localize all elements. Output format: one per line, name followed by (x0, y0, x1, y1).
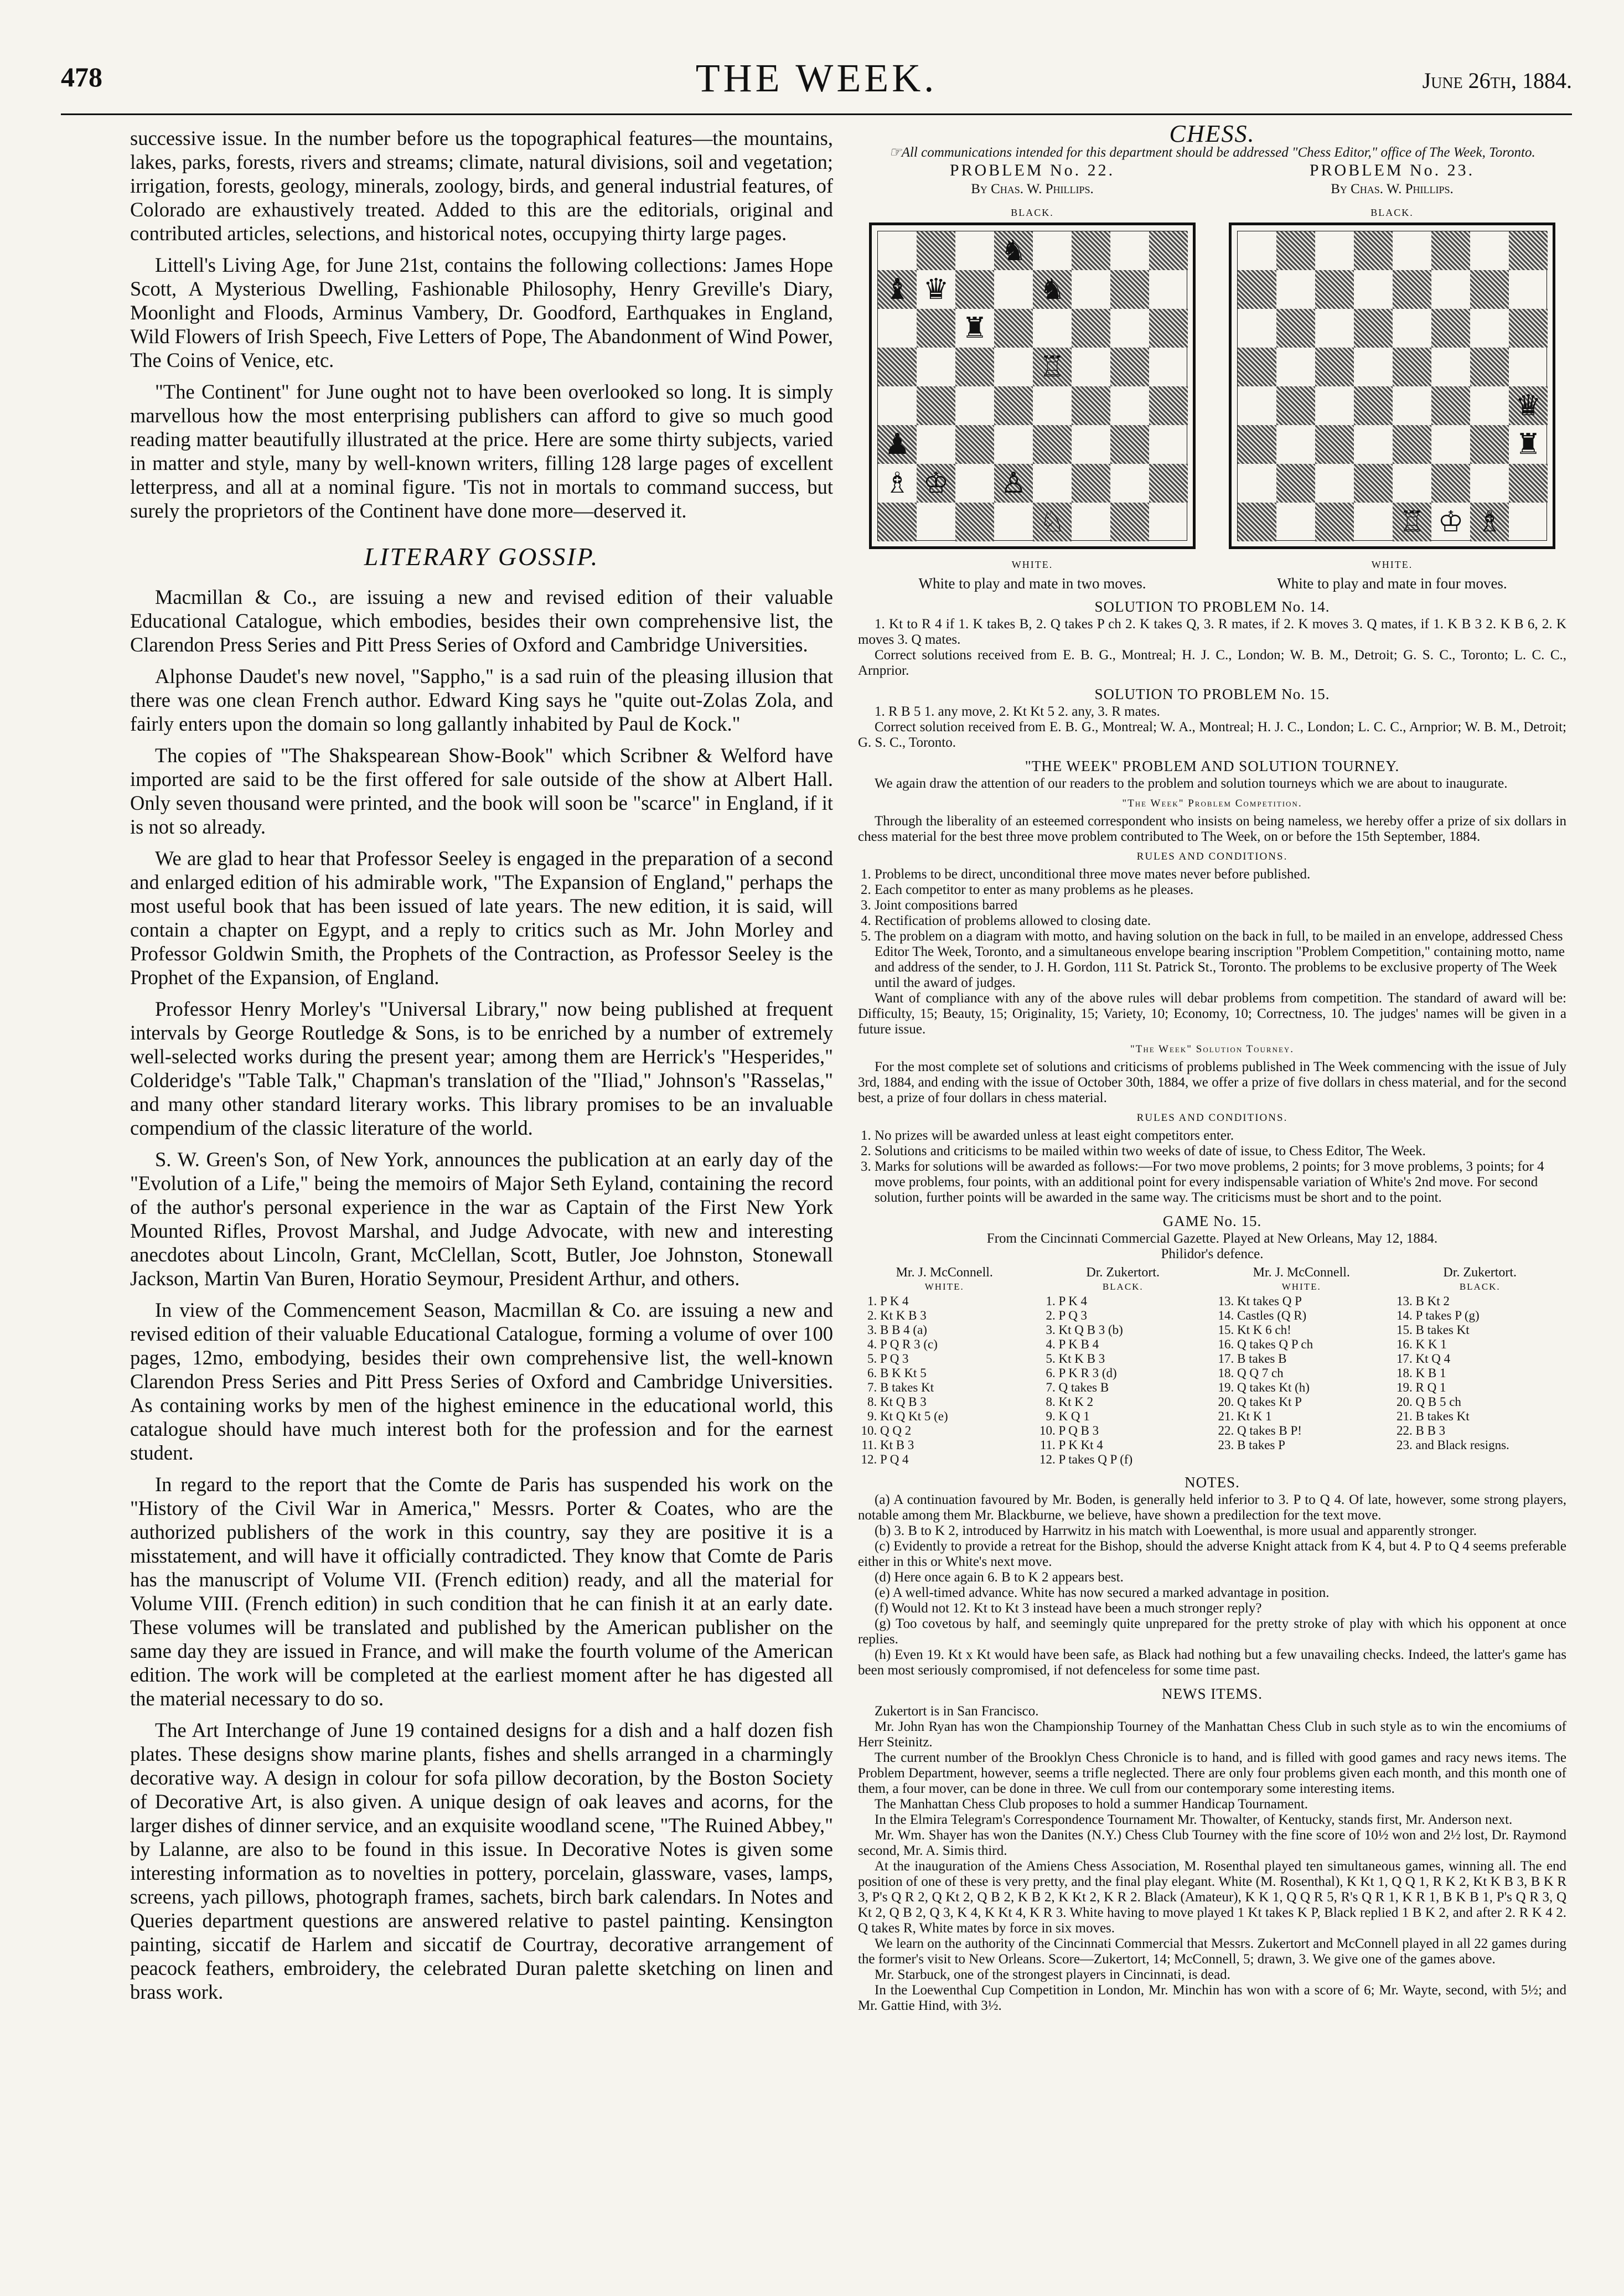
player-black: Dr. Zukertort. (1086, 1265, 1160, 1280)
board-square (955, 464, 994, 503)
board-square (1149, 464, 1188, 503)
board-square (917, 425, 955, 464)
list-item: 2. Solutions and criticisms to be mailed within two weeks of date of issue, to Chess Editor, The Week. (875, 1144, 1566, 1159)
board-square (1393, 231, 1431, 270)
board-square (1238, 425, 1276, 464)
board-square (1276, 386, 1315, 425)
chess-board (877, 231, 1187, 541)
board-square (1509, 231, 1548, 270)
board-square (878, 309, 917, 348)
board-square (1315, 309, 1354, 348)
rules-list (858, 1128, 1566, 1206)
news-item: In the Elmira Telegram's Correspondence Tournament Mr. Thowalter, of Kentucky, stands first, Mr. Anderson next. (875, 1812, 1513, 1827)
solvers-list: Correct solution received from E. B. G., Montreal; W. A., Montreal; H. J. C., London; L. C. C., Arnprior; W. B. M., Detroit; G. S. C., Toronto. (858, 720, 1566, 750)
board-square (1072, 386, 1110, 425)
board-square (1315, 503, 1354, 541)
tourney-heading: "THE WEEK" PROBLEM AND SOLUTION TOURNEY. (1025, 758, 1400, 774)
move: 5. P Q 3 (880, 1352, 1031, 1366)
left-column (130, 126, 833, 2011)
note-item: (d) Here once again 6. B to K 2 appears best. (875, 1570, 1124, 1585)
board-square (1110, 464, 1149, 503)
board-square (1431, 309, 1470, 348)
paragraph: Professor Henry Morley's "Universal Library," now being published at frequent intervals by George Routledge & Sons, is to be enriched by a number of extremely well-selected works during the present year; among them are Herrick's "Hesperides," Colderidge's "Table Talk," Chapman's translation of the "Iliad," Johnson's "Rasselas," and many other standard literary works. This library promises to be an invaluable compendium of the classic literature of the world. (130, 997, 833, 1139)
board-square (1509, 309, 1548, 348)
move: 23. B takes P (1237, 1438, 1388, 1452)
game-opening: Philidor's defence. (1161, 1247, 1264, 1261)
problem-author: By Chas. W. Phillips. (1331, 182, 1454, 196)
paragraph: successive issue. In the number before us the topographical features—the mountains, lakes, parks, forests, rivers and streams; climate, natural divisions, soil and vegetation; irrigation, forests, geology, minerals, zoology, birds, and general industrial features, of Colorado are exhaustively treated. Added to this are the editorials, original and contributed articles, selections, and historical notes, occupying thirty large pages. (130, 127, 833, 245)
black-label: BLACK. (1011, 207, 1054, 218)
news-item: We learn on the authority of the Cincinnati Commercial that Messrs. Zukertort and McConnell played in all 22 games during the former's visit to New Orleans. Score—Zukertort, 14; McConnell, 5; drawn, 3. We give one of the games above. (858, 1936, 1566, 1967)
chess-piece: ♔ (917, 464, 955, 503)
board-square (1238, 503, 1276, 541)
note-item: (g) Too covetous by half, and seemingly quite unprepared for the pretty stroke of play with which his opponent at once replies. (858, 1616, 1566, 1647)
rules-heading: RULES AND CONDITIONS. (1136, 1112, 1288, 1124)
chess-piece: ♖ (1393, 503, 1431, 541)
white-label: WHITE. (1281, 1281, 1321, 1292)
move: 14. Castles (Q R) (1237, 1309, 1388, 1323)
white-moves-2 (1215, 1265, 1388, 1467)
board-square (1315, 386, 1354, 425)
board-square (994, 309, 1033, 348)
board-square (1509, 503, 1548, 541)
move: 4. P K B 4 (1059, 1337, 1210, 1352)
note-item: (e) A well-timed advance. White has now secured a marked advantage in position. (875, 1585, 1330, 1600)
board-square (1315, 464, 1354, 503)
board-square (1110, 503, 1149, 541)
board-square (1110, 386, 1149, 425)
board-square (878, 348, 917, 386)
board-square (1315, 425, 1354, 464)
rules-list (858, 867, 1566, 991)
board-square (1509, 270, 1548, 309)
board-square (1033, 231, 1072, 270)
paragraph: In view of the Commencement Season, Macmillan & Co. are issuing a new and revised edition of their valuable Educational Catalogue, forming a volume of over 100 pages, 12mo, embodying, besides their own comprehensive list, the well-known Clarendon Press Series and Pitt Press Series of Oxford and Cambridge Universities. As containing works by men of the highest eminence in the educational world, this catalogue should have much interest both for the profession and for the earnest student. (130, 1299, 833, 1464)
move: 17. B takes B (1237, 1352, 1388, 1366)
board-square (955, 231, 994, 270)
move: 18. K B 1 (1416, 1366, 1567, 1380)
board-square (1276, 464, 1315, 503)
board-square (1315, 270, 1354, 309)
move: 20. Q B 5 ch (1416, 1395, 1567, 1409)
news-item: The current number of the Brooklyn Chess Chronicle is to hand, and is filled with good games and racy news items. The Problem Department, however, seems a trifle neglected. There are only four problems given each month, and this month one of them, a four mover, can be done in three. We cull from our contemporary some interesting items. (858, 1750, 1566, 1796)
move: 22. B B 3 (1416, 1424, 1567, 1438)
board-square (1110, 348, 1149, 386)
chess-piece: ♝ (878, 270, 917, 309)
board-square (1393, 425, 1431, 464)
board-square (994, 503, 1033, 541)
note-item: (h) Even 19. Kt x Kt would have been safe, as Black had nothing but a few unavailing checks. Indeed, the latter's game has been most seriously compromised, if not defenceless for some time past. (858, 1647, 1566, 1678)
chess-piece: ♞ (994, 231, 1033, 270)
news-item: In the Loewenthal Cup Competition in London, Mr. Minchin has won with a score of 6; Mr. Wayte, second, with 5½; and Mr. Gattie Hind, with 3½. (858, 1983, 1566, 2013)
move: 14. P takes P (g) (1416, 1309, 1567, 1323)
board-square (1149, 425, 1188, 464)
board-square (917, 309, 955, 348)
move: 16. K K 1 (1416, 1337, 1567, 1352)
game-source: From the Cincinnati Commercial Gazette. Played at New Orleans, May 12, 1884. (986, 1231, 1438, 1246)
player-white: Mr. J. McConnell. (896, 1265, 993, 1280)
paragraph: Want of compliance with any of the above rules will debar problems from competition. The standard of award will be: Difficulty, 15; Beauty, 15; Originality, 15; Variety, 10; Economy, 10; Correctness, 10. The judges' names will be given in a future issue. (858, 991, 1566, 1037)
move: 9. Kt Q Kt 5 (e) (880, 1409, 1031, 1424)
board-square (1276, 425, 1315, 464)
page-header (61, 55, 1572, 116)
move: 6. B K Kt 5 (880, 1366, 1031, 1380)
board-square (1393, 309, 1431, 348)
move: 2. P Q 3 (1059, 1309, 1210, 1323)
board-square (994, 425, 1033, 464)
chess-notice: ☞All communications intended for this department should be addressed "Chess Editor," office of The Week, Toronto. (889, 145, 1535, 160)
black-moves-1 (1037, 1265, 1210, 1467)
board-square (994, 270, 1033, 309)
board-square (1276, 348, 1315, 386)
list-item: 3. Joint compositions barred (875, 898, 1566, 913)
news-item: The Manhattan Chess Club proposes to hold a summer Handicap Tournament. (875, 1797, 1308, 1812)
move: 3. Kt Q B 3 (b) (1059, 1323, 1210, 1337)
move: 11. P K Kt 4 (1059, 1438, 1210, 1452)
move: 21. B takes Kt (1416, 1409, 1567, 1424)
problem-23 (1218, 163, 1566, 591)
board-square (1072, 464, 1110, 503)
move: 19. Q takes Kt (h) (1237, 1380, 1388, 1395)
board-square (1393, 348, 1431, 386)
news-item: Mr. Starbuck, one of the strongest players in Cincinnati, is dead. (875, 1967, 1230, 1982)
board-square (1354, 464, 1393, 503)
board-square (1509, 348, 1548, 386)
board-square (994, 386, 1033, 425)
move: 6. P K R 3 (d) (1059, 1366, 1210, 1380)
move: 2. Kt K B 3 (880, 1309, 1031, 1323)
board-square (1072, 503, 1110, 541)
problem-author: By Chas. W. Phillips. (971, 182, 1094, 196)
paragraph: Alphonse Daudet's new novel, "Sappho," is a sad ruin of the pleasing illusion that there was one clean French author. Edward King says he "quite out-Zolas Zola, and fairly enters upon the domain so long gallantly inhabited by Paul de Kock." (130, 665, 833, 735)
move: 16. Q takes Q P ch (1237, 1337, 1388, 1352)
board-square (1149, 231, 1188, 270)
paragraph: The Art Interchange of June 19 contained designs for a dish and a half dozen fish plates. These designs show marine plants, fishes and shells arranged in a charmingly decorative way. A design in colour for sofa pillow decoration, by the Boston Society of Decorative Art, is also given. A unique design of oak leaves and acorns, for the larger dishes of dinner service, and an exquisite woodland scene, "The Ruined Abbey," by Lalanne, are also to be found in this issue. In Decorative Notes is given some interesting information as to novelties in pottery, porcelain, glassware, vases, lamps, screens, yach pillows, photograph frames, sachets, birch bark calendars. In Notes and Queries department questions are answered relative to pastel painting. Kensington painting, siccatif de Harlem and siccatif de Courtray, decorative arrangement of peacock feathers, embroidery, the celebrated Duran palette sketching on linen and brass work. (130, 1719, 833, 2003)
white-label: WHITE. (1011, 559, 1053, 570)
move-list (1394, 1294, 1567, 1452)
masthead-title: THE WEEK. (695, 56, 938, 100)
news-item: Mr. John Ryan has won the Championship Tourney of the Manhattan Chess Club in such style as to win the encomiums of Herr Steinitz. (858, 1719, 1566, 1750)
move: 11. Kt B 3 (880, 1438, 1031, 1452)
board-square (994, 348, 1033, 386)
problem-22 (858, 163, 1207, 591)
board-square (1110, 309, 1149, 348)
board-square (1149, 270, 1188, 309)
board-square (1354, 270, 1393, 309)
board-square (1470, 425, 1509, 464)
news-item: At the inauguration of the Amiens Chess Association, M. Rosenthal played ten simultaneous games, winning all. The end position of one of these is very pretty, and the final play elegant. White (M. Rosenthal), K Kt 1, Q Q 1, R K 2, Kt K B 3, B K R 3, P's Q R 2, Q Kt 2, Q B 2, K B 2, K Kt 2, K R 2. Black (Amateur), K K 1, Q Q R 5, R's Q R 1, K R 1, B K B 1, P's Q R 3, Q Kt 2, Q B 2, Q 3, K 4, K Kt 4, K R 3. White having to move played 1 Kt takes K P, Black replied 1 B K 2, and after 2. R K 4 2. Q takes R, White mates by force in six moves. (858, 1859, 1566, 1936)
list-item: 3. Marks for solutions will be awarded as follows:—For two move problems, 2 points; for 3 move problems, 3 points; for 4 move problems, four points, with an additional point for every indispensable variation of White's 2nd move. For second solution, further points will be awarded in the same way. The criticisms must be short and to the point. (875, 1159, 1566, 1206)
move: 20. Q takes Kt P (1237, 1395, 1388, 1409)
chess-piece: ♛ (1509, 386, 1548, 425)
solution-heading: SOLUTION TO PROBLEM No. 14. (1094, 598, 1330, 615)
notes-heading: NOTES. (1185, 1474, 1240, 1491)
move-list (1037, 1294, 1210, 1467)
note-item: (f) Would not 12. Kt to Kt 3 instead have been a much stronger reply? (875, 1601, 1262, 1616)
board-square (1033, 425, 1072, 464)
move: 3. B B 4 (a) (880, 1323, 1031, 1337)
chess-piece: ♞ (1033, 270, 1072, 309)
board-square (1509, 464, 1548, 503)
move: 10. Q Q 2 (880, 1424, 1031, 1438)
section-heading: LITERARY GOSSIP. (364, 542, 599, 571)
page-number: 478 (61, 61, 102, 92)
chess-piece: ♙ (994, 464, 1033, 503)
paragraph: Through the liberality of an esteemed correspondent who insists on being nameless, we hereby offer a prize of six dollars in chess material for the best three move problem contributed to The Week, on or before the 15th September, 1884. (858, 814, 1566, 844)
board-square (1072, 231, 1110, 270)
move: 12. P takes Q P (f) (1059, 1452, 1210, 1467)
list-item: 1. Problems to be direct, unconditional three move mates never before published. (875, 867, 1566, 882)
board-square (917, 231, 955, 270)
board-square (1354, 425, 1393, 464)
board-square (955, 386, 994, 425)
board-square (1072, 425, 1110, 464)
board-frame (869, 223, 1196, 549)
board-square (1431, 464, 1470, 503)
news-list (858, 1704, 1566, 2014)
board-square (1238, 464, 1276, 503)
list-item: 2. Each competitor to enter as many problems as he pleases. (875, 882, 1566, 898)
board-square (1393, 270, 1431, 309)
board-square (1238, 348, 1276, 386)
problem-title: PROBLEM No. 23. (1309, 161, 1475, 179)
black-moves-2 (1394, 1265, 1567, 1467)
move: 1. P K 4 (1059, 1294, 1210, 1309)
board-square (1393, 386, 1431, 425)
board-square (1110, 270, 1149, 309)
move: 21. Kt K 1 (1237, 1409, 1388, 1424)
board-square (878, 503, 917, 541)
game-heading: GAME No. 15. (1162, 1213, 1262, 1229)
board-square (1149, 309, 1188, 348)
black-label: BLACK. (1459, 1281, 1501, 1292)
notes-list (858, 1492, 1566, 1678)
board-square (1149, 503, 1188, 541)
board-square (1470, 386, 1509, 425)
paragraph: We are glad to hear that Professor Seeley is engaged in the preparation of a second and enlarged edition of his admirable work, "The Expansion of England," perhaps the most useful book that has been issued of late years. The new edition, it is said, will contain a chapter on Egypt, and a reply to critics such as Mr. John Morley and Professor Goldwin Smith, the Prophets of the Contraction, as Professor Seeley is the Prophet of the Expansion, of England. (130, 847, 833, 989)
paragraph: S. W. Green's Son, of New York, announces the publication at an early day of the "Evolution of a Life," being the memoirs of Major Seth Eyland, containing the record of the author's personal experience in the war as Captain of the First New York Mounted Rifles, Provost Marshal, and Judge Advocate, with new and interesting anecdotes about Lincoln, Grant, McClellan, Scott, Butler, Joe Johnston, Stonewall Jackson, Martin Van Buren, Horatio Seymour, President Arthur, and others. (130, 1148, 833, 1290)
solution-text: 1. R B 5 1. any move, 2. Kt Kt 5 2. any, 3. R mates. (875, 704, 1160, 719)
board-square (1149, 348, 1188, 386)
black-label: BLACK. (1102, 1281, 1144, 1292)
news-heading: NEWS ITEMS. (1162, 1685, 1263, 1702)
black-label: BLACK. (1370, 207, 1414, 218)
board-square (1470, 348, 1509, 386)
board-square (1110, 231, 1149, 270)
board-square (1072, 309, 1110, 348)
paragraph: Macmillan & Co., are issuing a new and revised edition of their valuable Educational Catalogue, which embodies, besides their own comprehensive list, the Clarendon Press Series and Pitt Press Series of Oxford and Cambridge Universities. (130, 586, 833, 656)
chess-piece: ♘ (1033, 503, 1072, 541)
board-square (1072, 270, 1110, 309)
board-square (1431, 425, 1470, 464)
board-square (1354, 503, 1393, 541)
board-square (1431, 386, 1470, 425)
solution-tourney-heading: "The Week" Solution Tourney. (1130, 1043, 1295, 1055)
move: 23. and Black resigns. (1416, 1438, 1567, 1452)
paragraph: For the most complete set of solutions and criticisms of problems published in The Week commencing with the issue of July 3rd, 1884, and ending with the issue of October 30th, 1884, we offer a prize of five dollars in chess material, and for the second best, a prize of four dollars in chess material. (858, 1059, 1566, 1105)
move: 8. Kt Q B 3 (880, 1395, 1031, 1409)
board-square (955, 503, 994, 541)
problem-caption: White to play and mate in two moves. (918, 575, 1146, 592)
paragraph: "The Continent" for June ought not to have been overlooked so long. It is simply marvellous how the most enterprising publishers can afford to give so much good reading matter beautifully illustrated at the price. Here are some thirty subjects, varied in matter and style, many by well-known writers, filling 128 large pages of excellent letterpress, and all at a nominal figure. 'Tis not in mortals to command success, but surely the proprietors of the Continent have done more—deserved it. (130, 380, 833, 522)
board-square (955, 425, 994, 464)
board-square (917, 386, 955, 425)
move: 22. Q takes B P! (1237, 1424, 1388, 1438)
move: 8. Kt K 2 (1059, 1395, 1210, 1409)
news-item: Zukertort is in San Francisco. (875, 1704, 1039, 1719)
chess-piece: ♛ (923, 273, 949, 306)
solvers-list: Correct solutions received from E. B. G., Montreal; H. J. C., London; W. B. M., Detroit; G. S. C., Toronto; L. C. C., Arnprior. (858, 648, 1566, 678)
paragraph: In regard to the report that the Comte de Paris has suspended his work on the "History of the Civil War in America," Messrs. Porter & Coates, who are the authorized publishers of the work in this country, say they are positive it is a misstatement, and will have it officially contradicted. They know that Comte de Paris has the manuscript of Volume VII. (French edition) ready, and all the material for Volume VIII. (French edition) in such condition that he can finish it at an early date. These volumes will be translated and published by the American publisher on the same day they are issued in France, and will make the fourth volume of the American edition. The work will be completed at the earliest moment after he has digested all the material necessary to do so. (130, 1473, 833, 1710)
white-moves-1 (858, 1265, 1031, 1467)
rules-heading: RULES AND CONDITIONS. (1136, 851, 1288, 862)
player-white: Mr. J. McConnell. (1253, 1265, 1350, 1280)
board-square (1033, 464, 1072, 503)
news-item: Mr. Wm. Shayer has won the Danites (N.Y.) Chess Club Tourney with the fine score of 10½ won and 2½ lost, Dr. Raymond second, Mr. A. Simis third. (858, 1828, 1566, 1858)
player-black: Dr. Zukertort. (1443, 1265, 1517, 1280)
board-square (1110, 425, 1149, 464)
note-item: (b) 3. B to K 2, introduced by Harrwitz in his match with Loewenthal, is more usual and apparently stronger. (875, 1523, 1477, 1538)
white-label: WHITE. (924, 1281, 964, 1292)
board-square (1354, 386, 1393, 425)
chess-piece: ♜ (961, 312, 988, 345)
note-item: (a) A continuation favoured by Mr. Boden, is generally held inferior to 3. P to Q 4. Of late, however, some strong players, notable among them Mr. Blackburne, we believe, have shown a predilection for the text move. (858, 1492, 1566, 1523)
board-square (1315, 231, 1354, 270)
board-square (1033, 309, 1072, 348)
board-square (1393, 464, 1431, 503)
chess-piece: ♜ (1515, 428, 1542, 461)
paragraph: The copies of "The Shakspearean Show-Book" which Scribner & Welford have imported are said to be the first offered for sale outside of the show at Albert Hall. Only seven thousand were printed, and the book will soon be "scarce" in England, if it is not so already. (130, 744, 833, 838)
note-item: (c) Evidently to provide a retreat for the Bishop, should the adverse Knight attack from K 4, but 4. P to Q 4 seems preferable either in this or White's next move. (858, 1539, 1566, 1569)
move: 7. B takes Kt (880, 1380, 1031, 1395)
paragraph: We again draw the attention of our readers to the problem and solution tourneys which we are about to inaugurate. (875, 776, 1508, 791)
chess-column (858, 120, 1566, 2014)
move: 9. K Q 1 (1059, 1409, 1210, 1424)
move: 1. P K 4 (880, 1294, 1031, 1309)
board-square (917, 348, 955, 386)
move: 19. R Q 1 (1416, 1380, 1567, 1395)
board-square (955, 348, 994, 386)
board-frame (1229, 223, 1555, 549)
board-square (1238, 386, 1276, 425)
board-square (917, 503, 955, 541)
board-square (1354, 309, 1393, 348)
board-square (955, 270, 994, 309)
problem-caption: White to play and mate in four moves. (1277, 575, 1507, 592)
chess-piece: ♟ (878, 425, 917, 464)
move: 10. P Q B 3 (1059, 1424, 1210, 1438)
board-square (1149, 386, 1188, 425)
move: 15. B takes Kt (1416, 1323, 1567, 1337)
solution-heading: SOLUTION TO PROBLEM No. 15. (1094, 686, 1330, 702)
board-square (1431, 348, 1470, 386)
move-list (1215, 1294, 1388, 1452)
board-square (1238, 270, 1276, 309)
board-square (1470, 231, 1509, 270)
board-square (1431, 231, 1470, 270)
chess-heading: CHESS. (1169, 120, 1255, 147)
issue-date: June 26th, 1884. (1422, 68, 1572, 93)
move: 18. Q Q 7 ch (1237, 1366, 1388, 1380)
board-square (1470, 464, 1509, 503)
move: 15. Kt K 6 ch! (1237, 1323, 1388, 1337)
board-square (1238, 231, 1276, 270)
move: 12. P Q 4 (880, 1452, 1031, 1467)
white-label: WHITE. (1371, 559, 1413, 570)
list-item: 5. The problem on a diagram with motto, and having solution on the back in full, to be mailed in an envelope, addressed Chess Editor The Week, Toronto, and a simultaneous envelope bearing inscription "Problem Competition," containing motto, name and address of the sender, to J. H. Gordon, 111 St. Patrick St., Toronto. The problems to be exclusive property of The Week until the award of judges. (875, 929, 1566, 991)
chess-piece: ♖ (1033, 348, 1072, 386)
chess-piece: ♗ (884, 467, 911, 500)
competition-heading: "The Week" Problem Competition. (1122, 798, 1302, 809)
move: 13. B Kt 2 (1416, 1294, 1567, 1309)
move: 13. Kt takes Q P (1237, 1294, 1388, 1309)
board-square (1072, 348, 1110, 386)
problem-title: PROBLEM No. 22. (949, 161, 1115, 179)
move-list (858, 1294, 1031, 1467)
board-square (878, 386, 917, 425)
move: 5. Kt K B 3 (1059, 1352, 1210, 1366)
list-item: 4. Rectification of problems allowed to closing date. (875, 913, 1566, 929)
solution-text: 1. Kt to R 4 if 1. K takes B, 2. Q takes P ch 2. K takes Q, 3. R mates, if 2. K moves 3. Q mates, if 1. K B 3 2. K B 6, 2. K moves 3. Q mates. (858, 617, 1566, 647)
header-rule (61, 113, 1572, 115)
paragraph: Littell's Living Age, for June 21st, contains the following collections: James Hope Scott, A Mysterious Dwelling, Fashionable Philosophy, Henry Greville's Diary, Moonlight and Floods, Arminus Vambery, Dr. Goodford, Earthquakes in England, Wild Flowers of Irish Speech, Five Letters of Pope, The Abandonment of Wind Power, The Coins of Venice, etc. (130, 254, 833, 371)
problems-row (858, 163, 1566, 591)
board-square (1276, 503, 1315, 541)
board-square (1354, 231, 1393, 270)
list-item: 1. No prizes will be awarded unless at least eight competitors enter. (875, 1128, 1566, 1144)
board-square (1276, 231, 1315, 270)
game-score (858, 1265, 1566, 1467)
board-square (1033, 386, 1072, 425)
board-square (1238, 309, 1276, 348)
board-square (1315, 348, 1354, 386)
move: 4. P Q R 3 (c) (880, 1337, 1031, 1352)
chess-piece: ♗ (1470, 503, 1509, 541)
board-square (1470, 270, 1509, 309)
board-square (1276, 309, 1315, 348)
board-square (1354, 348, 1393, 386)
board-square (1276, 270, 1315, 309)
board-square (878, 231, 917, 270)
board-square (1470, 309, 1509, 348)
move: 17. Kt Q 4 (1416, 1352, 1567, 1366)
chess-piece: ♔ (1437, 505, 1464, 539)
move: 7. Q takes B (1059, 1380, 1210, 1395)
board-square (1431, 270, 1470, 309)
chess-board (1237, 231, 1547, 541)
